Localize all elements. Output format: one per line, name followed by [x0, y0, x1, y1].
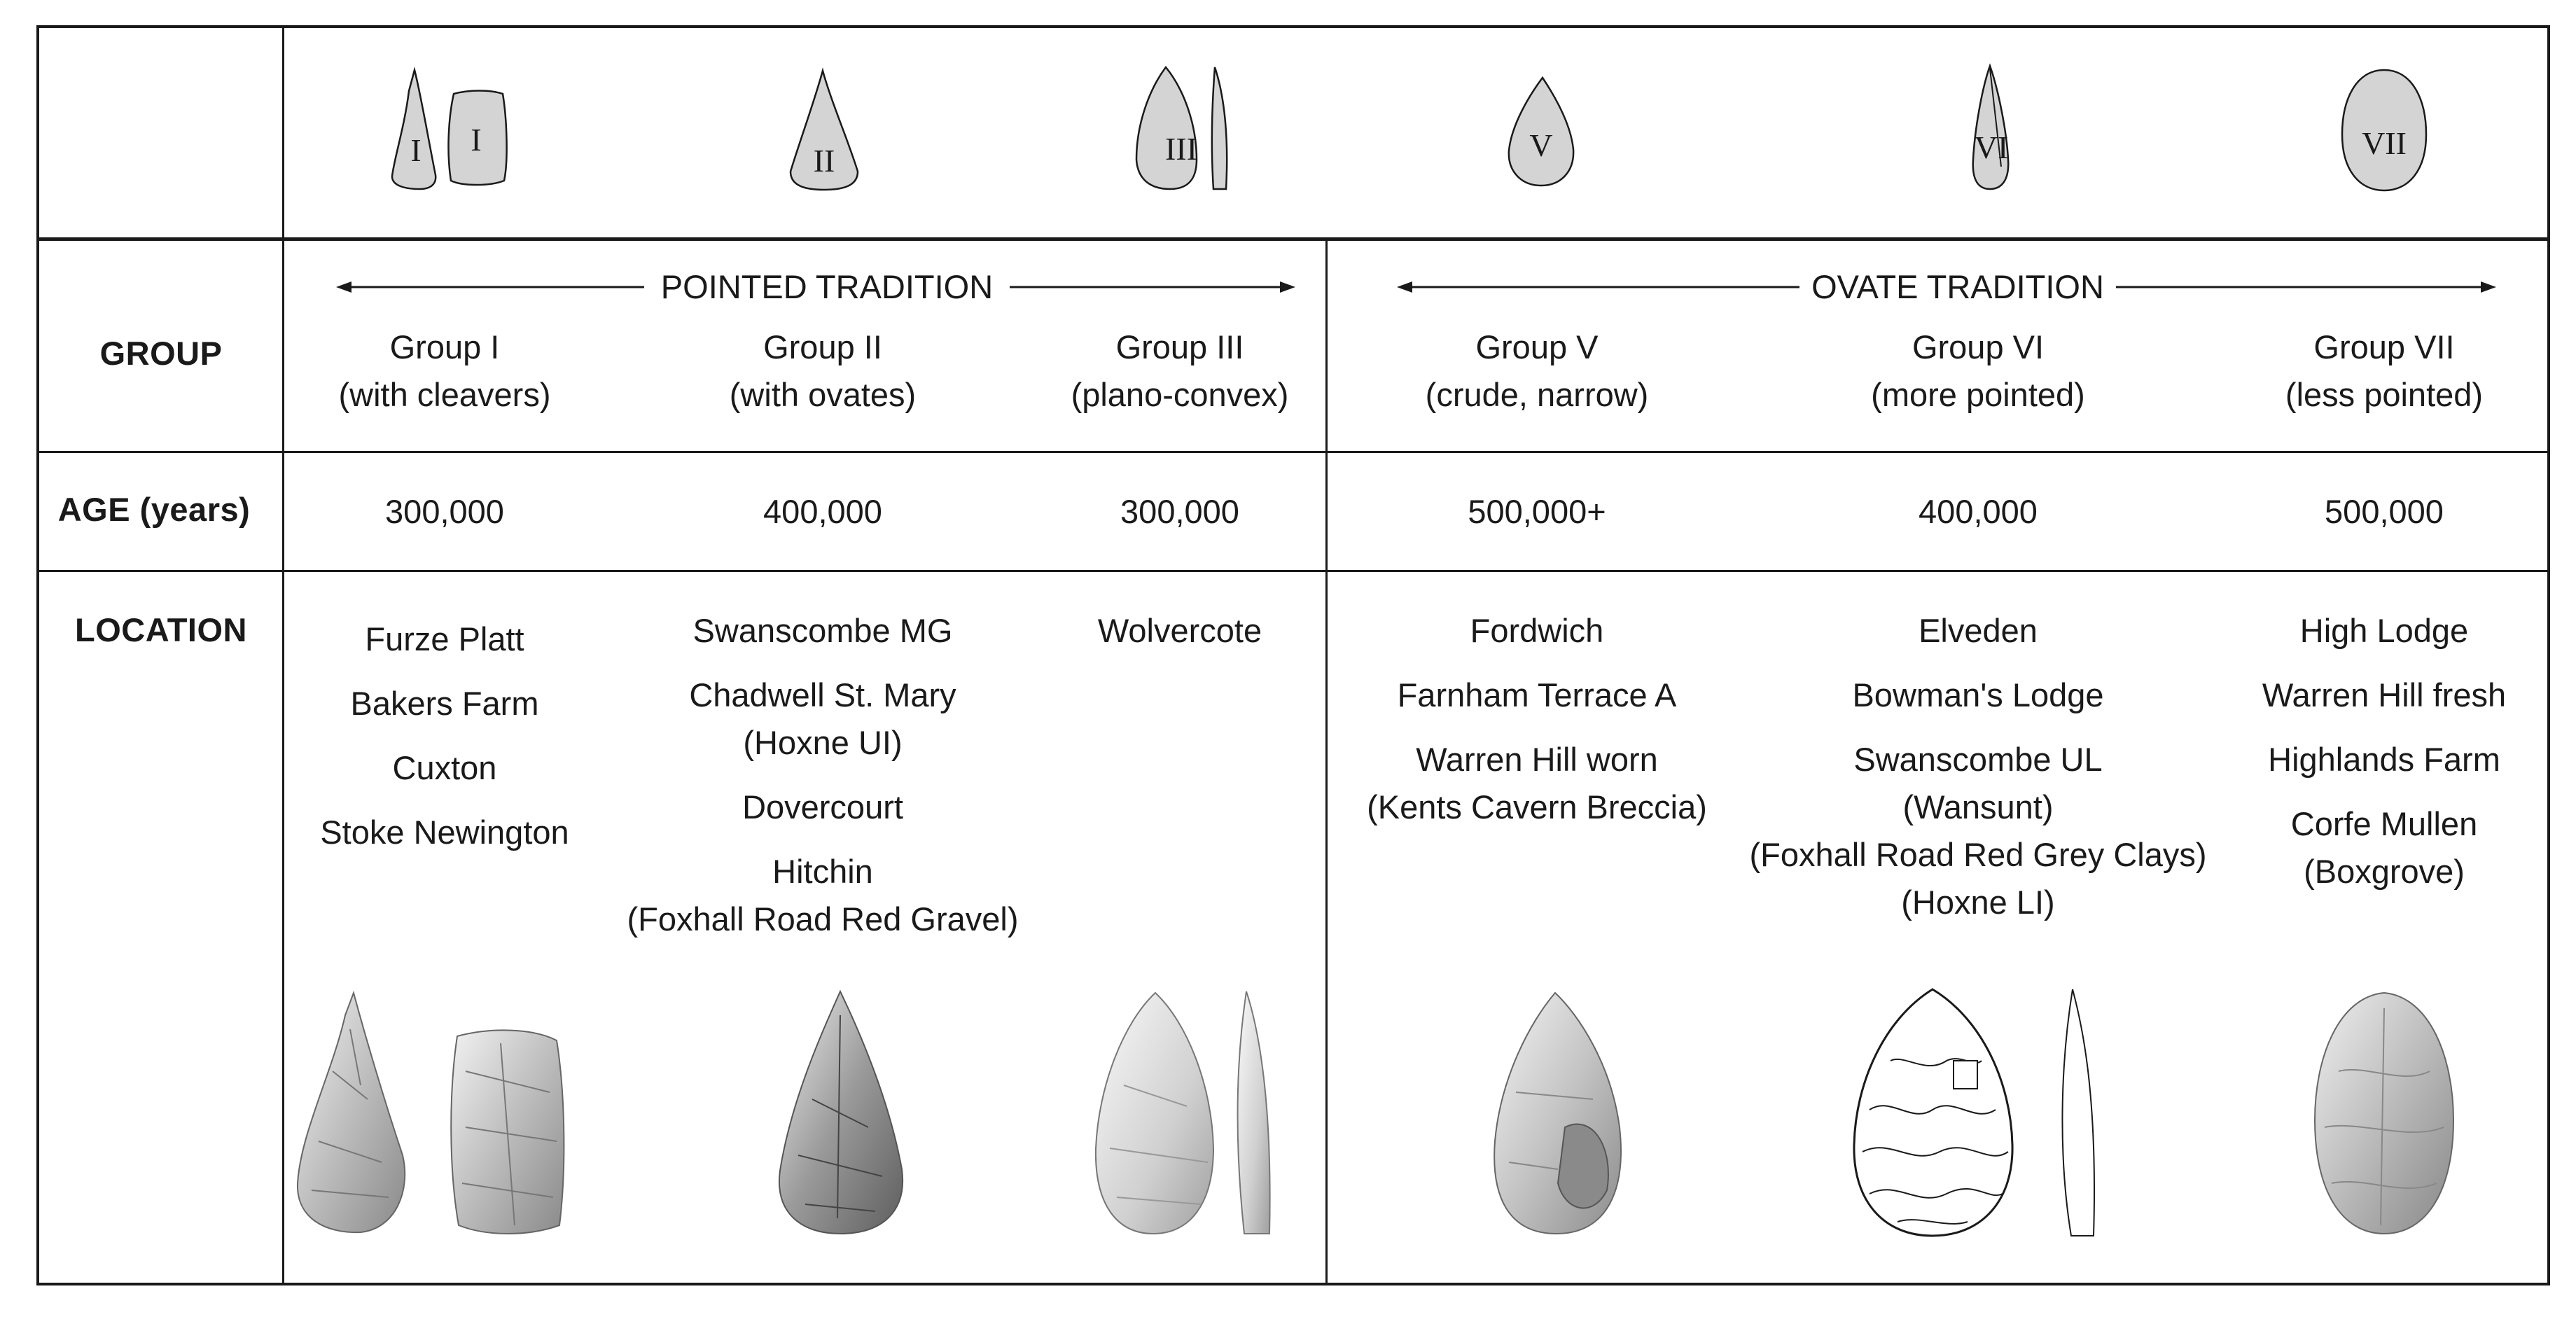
age-group-v: 500,000+: [1468, 493, 1606, 530]
locations-group-iii: [1036, 607, 1323, 655]
row-label-location: LOCATION: [75, 611, 247, 648]
header-divider: [36, 237, 2550, 241]
group-name: Group VI: [1912, 328, 2045, 365]
group-ii-title: [679, 323, 966, 419]
location-item: Fordwich: [1470, 612, 1604, 649]
shape-numeral: I: [410, 132, 422, 168]
row-label-age: AGE (years): [57, 491, 251, 528]
locations-group-v: [1348, 607, 1726, 831]
location-item: Warren Hill worn: [1416, 741, 1658, 778]
pointed-tradition-label: POINTED TRADITION: [644, 266, 1010, 308]
group-name: Group V: [1475, 328, 1599, 365]
group-divider: [36, 451, 2550, 453]
row-label-group: GROUP: [99, 335, 223, 372]
location-item: Farnham Terrace A: [1397, 676, 1677, 713]
location-item: (Hoxne UI): [743, 724, 903, 761]
location-item: Cuxton: [392, 749, 497, 786]
group-i-outline-icons: [378, 63, 518, 196]
location-item: Swanscombe MG: [692, 612, 953, 649]
group-iii-handaxe-illustrations: [1089, 987, 1278, 1239]
group-name: Group III: [1115, 328, 1244, 365]
shape-numeral: I: [471, 122, 482, 158]
location-item: (Wansunt): [1902, 788, 2054, 825]
locations-group-vi: [1736, 607, 2220, 926]
group-desc: (less pointed): [2285, 376, 2484, 413]
location-item: (Kents Cavern Breccia): [1367, 788, 1707, 825]
age-group-ii: 400,000: [763, 493, 882, 530]
location-item: Bakers Farm: [350, 685, 539, 722]
locations-group-ii: [616, 607, 1029, 943]
location-item: Wolvercote: [1097, 612, 1262, 649]
age-group-vii: 500,000: [2325, 493, 2444, 530]
group-vi-outline-icon: [1954, 62, 2031, 195]
shape-numeral: V: [1529, 127, 1553, 163]
location-item: Swanscombe UL: [1853, 741, 2103, 778]
group-desc: (crude, narrow): [1425, 376, 1649, 413]
group-iii-title: [1036, 323, 1323, 419]
shape-numeral: VI: [1974, 130, 2009, 165]
location-item: Chadwell St. Mary: [689, 676, 956, 713]
group-vi-title: [1834, 323, 2122, 419]
shape-numeral: VII: [2362, 125, 2407, 161]
group-vii-title: [2237, 323, 2531, 419]
group-ii-handaxe-illustration: [770, 987, 910, 1239]
group-vii-handaxe-illustration: [2311, 987, 2458, 1239]
group-desc: (with cleavers): [338, 376, 551, 413]
group-name: Group I: [389, 328, 500, 365]
group-name: Group II: [763, 328, 882, 365]
shape-numeral: III: [1165, 131, 1197, 167]
group-desc: (with ovates): [729, 376, 917, 413]
group-v-title: [1393, 323, 1680, 419]
shape-numeral: II: [813, 143, 835, 179]
group-i-title: [301, 323, 588, 419]
age-divider: [36, 570, 2550, 572]
tradition-divider: [1325, 239, 1328, 1285]
group-desc: (plano-convex): [1071, 376, 1289, 413]
location-item: Warren Hill fresh: [2262, 676, 2507, 713]
locations-group-i: [301, 607, 588, 865]
group-v-outline-icon: [1502, 74, 1579, 193]
location-item: Elveden: [1919, 612, 2038, 649]
location-item: Corfe Mullen: [2290, 805, 2478, 842]
group-iii-outline-icons: [1124, 62, 1243, 195]
group-vi-handaxe-illustrations: [1849, 984, 2108, 1243]
group-name: Group VII: [2313, 328, 2455, 365]
group-vii-outline-icon: [2335, 64, 2433, 197]
location-item: Stoke Newington: [320, 814, 569, 851]
label-column-divider: [282, 25, 284, 1285]
location-item: Bowman's Lodge: [1852, 676, 2104, 713]
ovate-tradition-arrow: [1397, 266, 2496, 308]
location-item: High Lodge: [2299, 612, 2469, 649]
age-group-iii: 300,000: [1120, 493, 1239, 530]
ovate-tradition-label: OVATE TRADITION: [1799, 266, 2116, 308]
group-v-handaxe-illustration: [1488, 987, 1628, 1239]
location-item: Dovercourt: [742, 788, 903, 825]
location-item: (Boxgrove): [2304, 853, 2465, 890]
group-ii-outline-icon: [781, 67, 872, 193]
location-item: Highlands Farm: [2268, 741, 2500, 778]
location-item: Hitchin: [772, 853, 873, 890]
location-item: (Hoxne LI): [1901, 884, 2055, 921]
pointed-tradition-arrow: [336, 266, 1295, 308]
group-desc: (more pointed): [1871, 376, 2085, 413]
location-item: (Foxhall Road Red Gravel): [627, 900, 1019, 938]
group-i-handaxe-illustrations: [291, 987, 599, 1239]
age-group-i: 300,000: [385, 493, 504, 530]
location-item: Furze Platt: [365, 620, 524, 657]
location-item: (Foxhall Road Red Grey Clays): [1749, 836, 2207, 873]
age-group-vi: 400,000: [1919, 493, 2038, 530]
locations-group-vii: [2237, 607, 2531, 896]
